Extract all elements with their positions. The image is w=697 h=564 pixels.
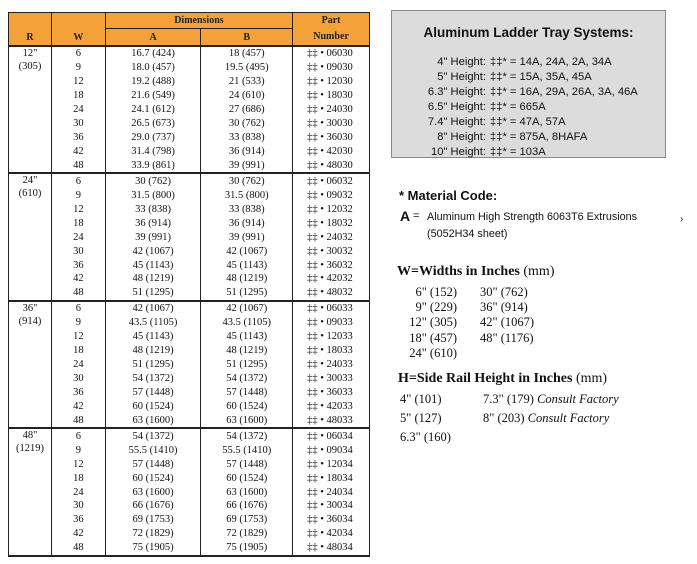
a-cell: 45 (1143)	[105, 258, 201, 272]
b-cell: 30 (762)	[201, 117, 293, 131]
b-cell: 18 (457)	[201, 46, 293, 61]
table-row	[9, 372, 370, 386]
part-number-cell: ‡‡ • 48030	[293, 159, 370, 174]
b-cell: 66 (1676)	[201, 499, 293, 513]
a-cell: 39 (991)	[105, 230, 201, 244]
width-value: 30" (762)	[480, 285, 528, 299]
w-cell: 9	[51, 316, 105, 330]
header-r: R	[9, 13, 52, 47]
a-cell: 60 (1524)	[105, 399, 201, 413]
height-option	[400, 411, 442, 426]
part-number-cell: ‡‡ • 12034	[293, 457, 370, 471]
height-row	[402, 100, 546, 114]
material-code-title: * Material Code:	[399, 188, 498, 203]
part-number-cell: ‡‡ • 30030	[293, 117, 370, 131]
height-label: 8" Height:	[437, 131, 486, 143]
w-cell: 24	[51, 358, 105, 372]
a-cell: 43.5 (1105)	[105, 316, 201, 330]
r-inches: 12"	[22, 48, 38, 59]
table-row	[9, 358, 370, 372]
w-cell: 6	[51, 428, 105, 443]
part-number-cell: ‡‡ • 06034	[293, 428, 370, 443]
r-mm: (305)	[18, 61, 42, 72]
a-cell: 57 (1448)	[105, 386, 201, 400]
b-cell: 31.5 (800)	[201, 188, 293, 202]
a-cell: 75 (1905)	[105, 541, 201, 556]
w-cell: 42	[51, 527, 105, 541]
w-cell: 18	[51, 471, 105, 485]
table-row	[9, 316, 370, 330]
part-number-cell: ‡‡ • 24033	[293, 358, 370, 372]
table-row	[9, 344, 370, 358]
height-codes: ‡‡* = 47A, 57A	[490, 116, 566, 128]
header-part: Part	[293, 13, 370, 29]
table-row	[9, 89, 370, 103]
a-cell: 51 (1295)	[105, 286, 201, 301]
table-row	[9, 272, 370, 286]
height-option	[483, 411, 609, 426]
r-cell	[9, 46, 52, 173]
heights-unit: (mm)	[575, 371, 608, 386]
header-b: B	[201, 29, 293, 47]
a-cell: 16.7 (424)	[105, 46, 201, 61]
width-value: 42" (1067)	[480, 315, 535, 330]
part-number-cell: ‡‡ • 18033	[293, 344, 370, 358]
b-cell: 42 (1067)	[201, 244, 293, 258]
w-cell: 6	[51, 46, 105, 61]
part-number-cell: ‡‡ • 06032	[293, 173, 370, 188]
height-label: 6.3" Height:	[427, 86, 486, 98]
b-cell: 55.5 (1410)	[201, 443, 293, 457]
table-row	[9, 75, 370, 89]
w-cell: 30	[51, 117, 105, 131]
height-codes: ‡‡* = 15A, 35A, 45A	[490, 71, 592, 83]
width-value: 48" (1176)	[480, 330, 534, 345]
b-cell: 43.5 (1105)	[201, 316, 293, 330]
part-number-cell: ‡‡ • 42032	[293, 272, 370, 286]
consult-factory-note: Consult Factory	[537, 392, 619, 406]
height-value: 6.3" (160)	[400, 430, 451, 444]
part-number-cell: ‡‡ • 09034	[293, 443, 370, 457]
part-number-cell: ‡‡ • 48033	[293, 413, 370, 428]
height-label: 7.4" Height:	[427, 116, 486, 128]
height-value: 8" (203)	[483, 411, 525, 425]
w-cell: 24	[51, 230, 105, 244]
widths-title	[397, 264, 554, 280]
r-inches: 24"	[22, 175, 38, 187]
part-number-cell: ‡‡ • 24032	[293, 230, 370, 244]
w-cell: 18	[51, 344, 105, 358]
heights-title-text: H=Side Rail Height in Inches	[398, 371, 573, 386]
w-cell: 12	[51, 75, 105, 89]
w-cell: 42	[51, 145, 105, 159]
height-row	[402, 85, 638, 99]
table-row	[9, 443, 370, 457]
r-inches: 36"	[22, 302, 38, 314]
part-number-cell: ‡‡ • 18030	[293, 89, 370, 103]
a-cell: 33.9 (861)	[105, 159, 201, 174]
w-cell: 9	[51, 188, 105, 202]
table-row	[9, 286, 370, 301]
table-row	[9, 173, 370, 188]
b-cell: 21 (533)	[201, 75, 293, 89]
table-row	[9, 386, 370, 400]
dimensions-table	[8, 12, 370, 557]
b-cell: 69 (1753)	[201, 513, 293, 527]
w-cell: 30	[51, 499, 105, 513]
part-number-cell: ‡‡ • 42033	[293, 399, 370, 413]
height-label: 5" Height:	[437, 71, 486, 83]
table-row	[9, 202, 370, 216]
table-row	[9, 301, 370, 316]
a-cell: 57 (1448)	[105, 457, 201, 471]
height-value: 7.3" (179)	[483, 392, 534, 406]
height-codes: ‡‡* = 665A	[490, 101, 546, 113]
consult-factory-note: Consult Factory	[527, 411, 610, 425]
w-cell: 30	[51, 244, 105, 258]
height-option	[400, 392, 442, 407]
height-codes: ‡‡* = 16A, 29A, 26A, 3A, 46A	[490, 86, 638, 98]
material-equals: =	[413, 210, 420, 222]
part-number-cell: ‡‡ • 12032	[293, 202, 370, 216]
b-cell: 60 (1524)	[201, 399, 293, 413]
part-number-cell: ‡‡ • 42034	[293, 527, 370, 541]
r-cell	[9, 428, 52, 555]
part-number-cell: ‡‡ • 09033	[293, 316, 370, 330]
w-cell: 24	[51, 103, 105, 117]
table-row	[9, 428, 370, 443]
r-cell	[9, 301, 52, 428]
part-number-cell: ‡‡ • 09030	[293, 61, 370, 75]
b-cell: 45 (1143)	[201, 258, 293, 272]
width-value: 12" (305)	[409, 315, 457, 330]
table-row	[9, 399, 370, 413]
a-cell: 60 (1524)	[105, 471, 201, 485]
table-row	[9, 541, 370, 556]
w-cell: 12	[51, 330, 105, 344]
ladder-tray-systems-box	[391, 10, 666, 158]
w-cell: 48	[51, 413, 105, 428]
part-number-cell: ‡‡ • 48034	[293, 541, 370, 556]
b-cell: 19.5 (495)	[201, 61, 293, 75]
table-row	[9, 103, 370, 117]
r-inches: 48"	[22, 430, 38, 442]
table-row	[9, 244, 370, 258]
a-cell: 21.6 (549)	[105, 89, 201, 103]
table-row	[9, 457, 370, 471]
a-cell: 18.0 (457)	[105, 61, 201, 75]
a-cell: 54 (1372)	[105, 428, 201, 443]
b-cell: 51 (1295)	[201, 286, 293, 301]
w-cell: 12	[51, 457, 105, 471]
a-cell: 45 (1143)	[105, 330, 201, 344]
heights-title	[398, 371, 607, 387]
w-cell: 42	[51, 272, 105, 286]
w-cell: 36	[51, 258, 105, 272]
a-cell: 72 (1829)	[105, 527, 201, 541]
table-row	[9, 258, 370, 272]
b-cell: 57 (1448)	[201, 386, 293, 400]
header-a: A	[105, 29, 201, 47]
table-row	[9, 46, 370, 61]
a-cell: 42 (1067)	[105, 244, 201, 258]
height-label: 10" Height:	[431, 146, 486, 158]
width-value: 9" (229)	[415, 300, 457, 315]
w-cell: 36	[51, 386, 105, 400]
part-number-cell: ‡‡ • 09032	[293, 188, 370, 202]
r-cell	[9, 173, 52, 300]
a-cell: 24.1 (612)	[105, 103, 201, 117]
table-row	[9, 131, 370, 145]
material-letter: A	[400, 208, 411, 224]
w-cell: 18	[51, 89, 105, 103]
part-number-cell: ‡‡ • 36033	[293, 386, 370, 400]
w-cell: 42	[51, 399, 105, 413]
b-cell: 54 (1372)	[201, 428, 293, 443]
w-cell: 6	[51, 301, 105, 316]
w-cell: 36	[51, 131, 105, 145]
b-cell: 48 (1219)	[201, 272, 293, 286]
part-number-cell: ‡‡ • 06033	[293, 301, 370, 316]
b-cell: 72 (1829)	[201, 527, 293, 541]
part-number-cell: ‡‡ • 30034	[293, 499, 370, 513]
table-row	[9, 471, 370, 485]
table-row	[9, 230, 370, 244]
table-row	[9, 188, 370, 202]
r-mm: (914)	[18, 315, 42, 327]
b-cell: 33 (838)	[201, 131, 293, 145]
table-row	[9, 527, 370, 541]
a-cell: 42 (1067)	[105, 301, 201, 316]
table-row	[9, 330, 370, 344]
height-codes: ‡‡* = 103A	[490, 146, 546, 158]
widths-unit: (mm)	[523, 264, 555, 279]
a-cell: 19.2 (488)	[105, 75, 201, 89]
part-number-cell: ‡‡ • 06030	[293, 46, 370, 61]
part-number-cell: ‡‡ • 12033	[293, 330, 370, 344]
b-cell: 27 (686)	[201, 103, 293, 117]
table-row	[9, 413, 370, 428]
table-row	[9, 499, 370, 513]
r-mm: (610)	[18, 188, 42, 200]
width-value: 18" (457)	[409, 330, 457, 345]
b-cell: 30 (762)	[201, 173, 293, 188]
w-cell: 6	[51, 173, 105, 188]
b-cell: 36 (914)	[201, 216, 293, 230]
b-cell: 57 (1448)	[201, 457, 293, 471]
part-number-cell: ‡‡ • 30032	[293, 244, 370, 258]
part-number-cell: ‡‡ • 18034	[293, 471, 370, 485]
w-cell: 9	[51, 443, 105, 457]
b-cell: 39 (991)	[201, 159, 293, 174]
header-dimensions: Dimensions	[105, 13, 292, 29]
w-cell: 30	[51, 372, 105, 386]
table-row	[9, 216, 370, 230]
w-cell: 9	[51, 61, 105, 75]
widths-title-text: W=Widths in Inches	[397, 264, 520, 279]
part-number-cell: ‡‡ • 36034	[293, 513, 370, 527]
part-number-cell: ‡‡ • 18032	[293, 216, 370, 230]
w-cell: 18	[51, 216, 105, 230]
info-title: Aluminum Ladder Tray Systems:	[423, 25, 634, 40]
a-cell: 29.0 (737)	[105, 131, 201, 145]
w-cell: 48	[51, 286, 105, 301]
height-label: 6.5" Height:	[427, 101, 486, 113]
b-cell: 42 (1067)	[201, 301, 293, 316]
height-row	[402, 55, 612, 69]
height-row	[402, 70, 592, 84]
a-cell: 48 (1219)	[105, 344, 201, 358]
r-mm: (1219)	[15, 443, 44, 455]
height-codes: ‡‡* = 875A, 8HAFA	[490, 131, 588, 143]
part-number-cell: ‡‡ • 36030	[293, 131, 370, 145]
part-number-cell: ‡‡ • 42030	[293, 145, 370, 159]
height-row	[402, 145, 546, 159]
table-row	[9, 513, 370, 527]
header-number: Number	[293, 29, 370, 47]
a-cell: 26.5 (673)	[105, 117, 201, 131]
b-cell: 60 (1524)	[201, 471, 293, 485]
a-cell: 31.4 (798)	[105, 145, 201, 159]
b-cell: 48 (1219)	[201, 344, 293, 358]
w-cell: 36	[51, 513, 105, 527]
header-w: W	[51, 13, 105, 47]
width-value: 36" (914)	[480, 300, 528, 315]
b-cell: 51 (1295)	[201, 358, 293, 372]
b-cell: 36 (914)	[201, 145, 293, 159]
w-cell: 48	[51, 159, 105, 174]
part-number-cell: ‡‡ • 48032	[293, 286, 370, 301]
a-cell: 69 (1753)	[105, 513, 201, 527]
b-cell: 63 (1600)	[201, 413, 293, 428]
a-cell: 55.5 (1410)	[105, 443, 201, 457]
height-codes: ‡‡* = 14A, 24A, 2A, 34A	[490, 56, 612, 68]
a-cell: 63 (1600)	[105, 413, 201, 428]
b-cell: 54 (1372)	[201, 372, 293, 386]
b-cell: 33 (838)	[201, 202, 293, 216]
a-cell: 66 (1676)	[105, 499, 201, 513]
b-cell: 75 (1905)	[201, 541, 293, 556]
a-cell: 63 (1600)	[105, 485, 201, 499]
table-row	[9, 485, 370, 499]
material-sheet-note: (5052H34 sheet)	[427, 228, 508, 240]
part-number-cell: ‡‡ • 24034	[293, 485, 370, 499]
part-number-cell: ‡‡ • 24030	[293, 103, 370, 117]
a-cell: 36 (914)	[105, 216, 201, 230]
w-cell: 48	[51, 541, 105, 556]
b-cell: 39 (991)	[201, 230, 293, 244]
part-number-cell: ‡‡ • 36032	[293, 258, 370, 272]
a-cell: 30 (762)	[105, 173, 201, 188]
w-cell: 12	[51, 202, 105, 216]
part-number-cell: ‡‡ • 30033	[293, 372, 370, 386]
table-row	[9, 145, 370, 159]
a-cell: 33 (838)	[105, 202, 201, 216]
material-description: Aluminum High Strength 6063T6 Extrusions	[427, 211, 638, 223]
b-cell: 45 (1143)	[201, 330, 293, 344]
b-cell: 63 (1600)	[201, 485, 293, 499]
stray-mark: ›	[680, 214, 684, 225]
table-row	[9, 61, 370, 75]
width-value: 24" (610)	[409, 345, 457, 360]
a-cell: 51 (1295)	[105, 358, 201, 372]
part-number-cell: ‡‡ • 12030	[293, 75, 370, 89]
a-cell: 31.5 (800)	[105, 188, 201, 202]
height-value: 4" (101)	[400, 392, 442, 406]
a-cell: 54 (1372)	[105, 372, 201, 386]
w-cell: 24	[51, 485, 105, 499]
a-cell: 48 (1219)	[105, 272, 201, 286]
height-option	[400, 430, 451, 445]
table-body	[9, 46, 370, 556]
width-value: 6" (152)	[415, 285, 457, 299]
table-row	[9, 159, 370, 174]
height-value: 5" (127)	[400, 411, 442, 425]
table-row	[9, 117, 370, 131]
height-option	[483, 392, 619, 407]
height-label: 4" Height:	[437, 56, 486, 68]
b-cell: 24 (610)	[201, 89, 293, 103]
height-row	[402, 115, 566, 129]
height-row	[402, 130, 587, 144]
